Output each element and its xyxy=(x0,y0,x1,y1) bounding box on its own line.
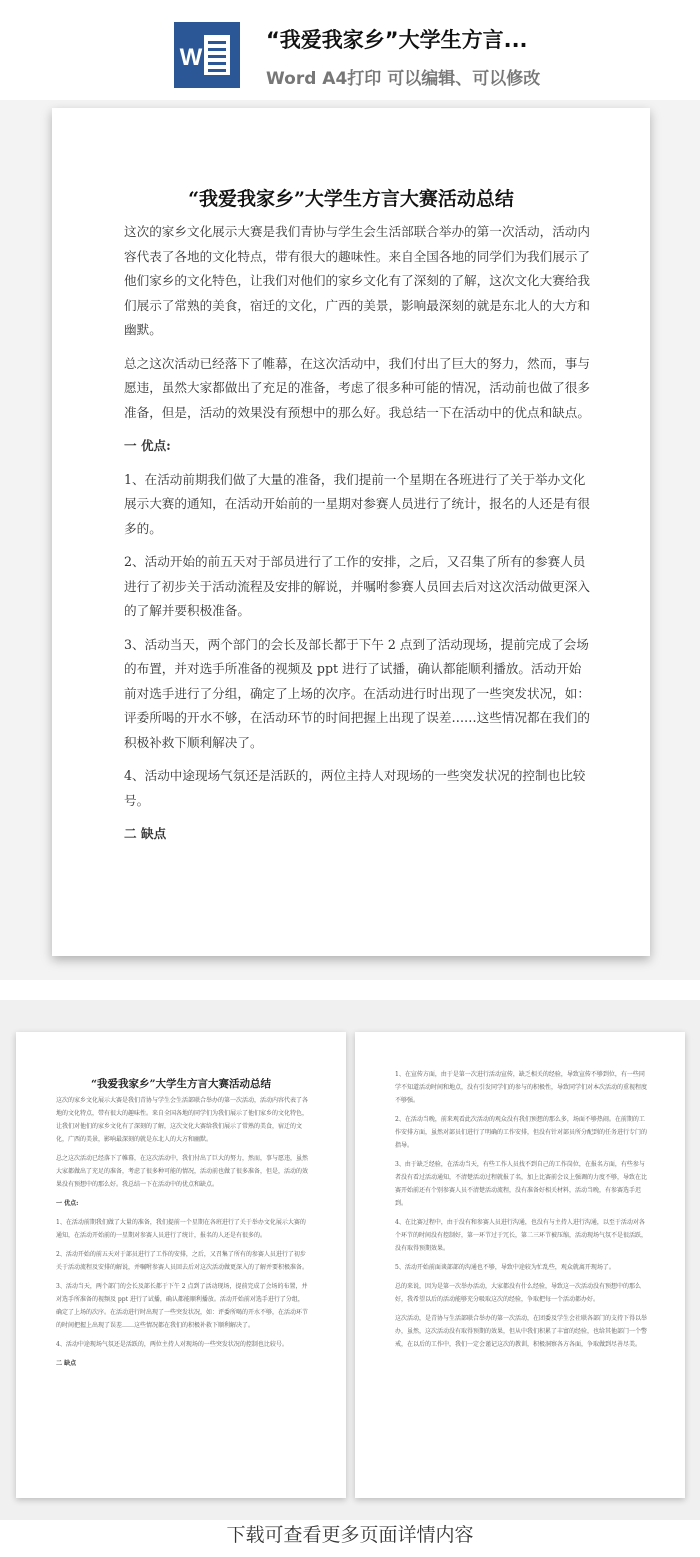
document-subtitle: Word A4打印 可以编辑、可以修改 xyxy=(266,69,541,89)
download-more-link[interactable]: 下载可查看更多页面详情内容 xyxy=(226,1524,474,1546)
paragraph: 总之这次活动已经落下了帷幕，在这次活动中，我们付出了巨大的努力，然而，事与愿违，虽然大家都做出了充足的准备，考虑了很多种可能的情况，活动前也做了很多准备，但是，活动的效果没有预想中的那么好。我总结一下在活动中的优点和缺点。 xyxy=(124,355,590,420)
thumbnail-body xyxy=(395,1068,647,1357)
paragraph: 4、在比赛过程中，由于没有和参赛人员进行沟通，也没有与主持人进行沟通，以至于活动对各个环节的时间没有控制好，第一环节过于冗长，第二三环节被压缩，活动现场气氛不是很活跃，没有取得预期效果。 xyxy=(395,1219,648,1252)
paragraph: 3、由于缺乏经验，在活动当天，有些工作人员找不到自己的工作岗位，在报名方面，有些参与者没有看过活动通知，不清楚活动过程就报了名，加上比赛前会议上强调的力度不够，导致在比赛开始前还有个别参赛人员不清楚活动流程，没有准备好相关材料，活动当晚，有参赛选手迟到。 xyxy=(395,1161,648,1207)
paragraph: 1、在活动前期我们做了大量的准备，我们提前一个星期在各班进行了关于举办文化展示大赛的通知，在活动开始前的一星期对参赛人员进行了统计，报名的人还是有很多的。 xyxy=(56,1219,306,1239)
paragraph: 总之这次活动已经落下了帷幕，在这次活动中，我们付出了巨大的努力，然而，事与愿违，虽然大家都做出了充足的准备，考虑了很多种可能的情况，活动前也做了很多准备，但是，活动的效果没有预想中的那么好。我总结一下在活动中的优点和缺点。 xyxy=(56,1155,309,1188)
paragraph: 4、活动中途现场气氛还是活跃的，两位主持人对现场的一些突发状况的控制也比较号。 xyxy=(124,768,586,808)
paragraph: 这次活动，是青协与生活部联合举办的第一次活动，在团委及学生会社联各部门的支持下得以举办，虽然，这次活动没有取得预期的效果，但从中我们积累了丰富的经验，也给其他部门一个警戒，在以后的工作中，我们一定会谨记这次的教训，积极洞察各方各面，争取做到尽善尽美。 xyxy=(395,1315,648,1348)
page-body xyxy=(124,220,590,856)
thumbnail-title: “我爱我家乡”大学生方言大赛活动总结 xyxy=(90,1078,272,1090)
word-doc-icon xyxy=(174,22,240,88)
thumbnail-body xyxy=(56,1094,308,1376)
paragraph: 4、活动中途现场气氛还是活跃的，两位主持人对现场的一些突发状况的控制也比较号。 xyxy=(56,1341,288,1348)
paragraph: 1、在活动前期我们做了大量的准备，我们提前一个星期在各班进行了关于举办文化展示大赛的通知，在活动开始前的一星期对参赛人员进行了统计，报名的人还是有很多的。 xyxy=(124,471,590,536)
paragraph: 5、活动开始前面谈部部的沟通也不够，导致中途较为忙乱些，观众就离开现场了。 xyxy=(395,1264,615,1271)
section-heading: 一 优点: xyxy=(56,1200,79,1207)
page-thumbnail-2[interactable] xyxy=(355,1032,685,1498)
page-preview-large xyxy=(52,108,650,956)
svg-text:W: W xyxy=(179,44,203,71)
paragraph: 2、活动开始的前五天对于部员进行了工作的安排，之后，又召集了所有的参赛人员进行了初步关于活动流程及安排的解说，并嘱咐参赛人员回去后对这次活动做更深入的了解并要积极准备。 xyxy=(124,554,590,618)
section-heading: 二 缺点 xyxy=(56,1360,77,1367)
paragraph: 这次的家乡文化展示大赛是我们青协与学生会生活部联合举办的第一次活动，活动内容代表了各地的文化特点，带有很大的趣味性。来自全国各地的同学们为我们展示了他们家乡的文化特色，让我们对他们的家乡文化有了深刻的了解，这次文化大赛给我们展示了常熟的美食，宿迁的文化，广西的美景，影响最深刻的就是东北人的大方和幽默。 xyxy=(56,1097,309,1143)
paragraph: 3、活动当天，两个部门的会长及部长都于下午 2 点到了活动现场，提前完成了会场的布置，并对选手所准备的视频及 ppt 进行了试播，确认都能顺利播放。活动开始前对选手进行了分组，确定了上场的次序。在活动进行时出现了一些突发状况，如：评委所喝的开水不够，在活动环节的时间把握上出现了误差……这些情况都在我们的积极补救下顺利解决了。 xyxy=(124,636,590,750)
paragraph: 这次的家乡文化展示大赛是我们青协与学生会生活部联合举办的第一次活动，活动内容代表了各地的文化特点，带有很大的趣味性。来自全国各地的同学们为我们展示了他们家乡的文化特色，让我们对他们的家乡文化有了深刻的了解，这次文化大赛给我们展示了常熟的美食，宿迁的文化，广西的美景，影响最深刻的就是东北人的大方和幽默。 xyxy=(124,224,590,337)
section-heading: 二 缺点 xyxy=(124,826,167,841)
paragraph: 总的来说，因为是第一次举办活动，大家都没有什么经验，导致这一次活动没有预想中的那么好，我希望以后的活动能够充分吸取这次的经验，争取把每一个活动都办好。 xyxy=(395,1283,642,1303)
section-heading: 一 优点: xyxy=(124,438,171,453)
paragraph: 2、在活动当晚，前来观看此次活动的观众没有我们预想的那么多，场面不够热闹。在前期的工作安排方面，虽然对部员们进行了明确的工作安排，但没有针对部员所分配到的任务进行专门的指导。 xyxy=(395,1116,648,1149)
paragraph: 3、活动当天，两个部门的会长及部长都于下午 2 点到了活动现场，提前完成了会场的布置，并对选手所准备的视频及 ppt 进行了试播，确认都能顺利播放。活动开始前对选手进行了分组，确定了上场的次序。在活动进行时出现了一些突发状况，如：评委所喝的开水不够，在活动环节的时间把握上出现了误差……这些情况都在我们的积极补救下顺利解决了。 xyxy=(56,1283,309,1329)
document-title: “我爱我家乡”大学生方言... xyxy=(266,28,528,52)
page-thumbnail-1[interactable] xyxy=(16,1032,346,1498)
paragraph: 1、在宣传方面，由于是第一次进行活动宣传，缺乏相关的经验，导致宣传不够到位，有一些同学不知道活动时间和地点，没有引发同学们的参与的积极性，导致同学们对本次活动的重视程度不够强。 xyxy=(395,1071,648,1104)
header xyxy=(0,0,700,100)
page-title: “我爱我家乡”大学生方言大赛活动总结 xyxy=(188,188,514,210)
paragraph: 2、活动开始的前五天对于部员进行了工作的安排，之后，又召集了所有的参赛人员进行了初步关于活动流程及安排的解说，并嘱咐参赛人员回去后对这次活动做更深入的了解并要积极准备。 xyxy=(56,1251,309,1271)
